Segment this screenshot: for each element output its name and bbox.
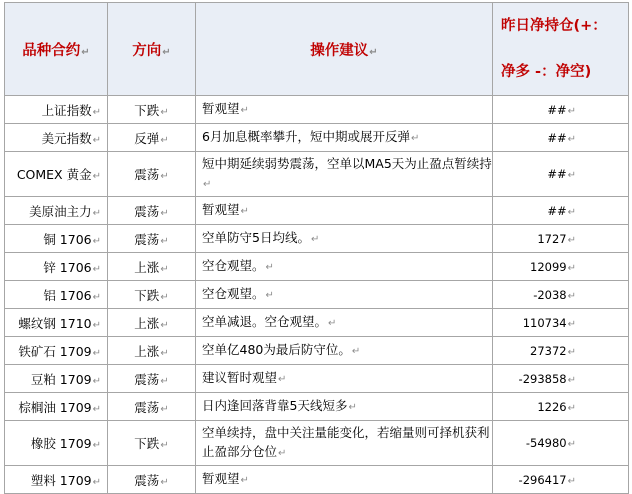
cell-advice: 空单防守5日均线。↵ [196, 225, 493, 253]
cell-direction: 上涨↵ [108, 253, 196, 281]
table-row [5, 337, 629, 365]
header-direction: 方向↵ [108, 3, 196, 96]
cell-direction: 上涨↵ [108, 309, 196, 337]
header-position-line1: 昨日净持仓(+： [501, 18, 607, 34]
cell-name: 锌 1706↵ [5, 253, 108, 281]
cell-advice: 空单减退。空仓观望。↵ [196, 309, 493, 337]
cell-advice: 空仓观望。↵ [196, 281, 493, 309]
table-row [5, 393, 629, 421]
cell-direction: 下跌↵ [108, 421, 196, 466]
table-row [5, 365, 629, 393]
cell-advice: 空单续持，盘中关注量能变化，若缩量则可择机获利止盈部分仓位↵ [196, 421, 493, 466]
cell-position: -54980↵ [493, 421, 629, 466]
cell-position: -2038↵ [493, 281, 629, 309]
cell-position: -296417↵ [493, 466, 629, 494]
header-advice: 操作建议↵ [196, 3, 493, 96]
cell-name: 豆粕 1709↵ [5, 365, 108, 393]
cell-name: 上证指数↵ [5, 96, 108, 124]
cell-direction: 震荡↵ [108, 393, 196, 421]
cell-name: 美原油主力↵ [5, 197, 108, 225]
cell-name: 铜 1706↵ [5, 225, 108, 253]
cell-advice: 6月加息概率攀升，短中期或展开反弹↵ [196, 124, 493, 152]
cell-position: 27372↵ [493, 337, 629, 365]
cell-name: 铝 1706↵ [5, 281, 108, 309]
cell-name: 螺纹钢 1710↵ [5, 309, 108, 337]
cell-name: 塑料 1709↵ [5, 466, 108, 494]
cell-advice: 空仓观望。↵ [196, 253, 493, 281]
cell-direction: 震荡↵ [108, 225, 196, 253]
cell-direction: 震荡↵ [108, 197, 196, 225]
table-row [5, 96, 629, 124]
table-row [5, 253, 629, 281]
cell-name: 棕榈油 1709↵ [5, 393, 108, 421]
table-row [5, 421, 629, 466]
cell-position: 12099↵ [493, 253, 629, 281]
cell-direction: 震荡↵ [108, 466, 196, 494]
cell-position: ##↵ [493, 152, 629, 197]
cell-advice: 暂观望↵ [196, 197, 493, 225]
cell-name: COMEX 黄金↵ [5, 152, 108, 197]
cell-advice: 暂观望↵ [196, 96, 493, 124]
table-row [5, 309, 629, 337]
cell-advice: 短中期延续弱势震荡，空单以MA5天为止盈点暂续持↵ [196, 152, 493, 197]
cell-position: 110734↵ [493, 309, 629, 337]
cell-position: 1727↵ [493, 225, 629, 253]
cell-name: 铁矿石 1709↵ [5, 337, 108, 365]
table-row [5, 225, 629, 253]
cell-advice: 空单亿480为最后防守位。↵ [196, 337, 493, 365]
cell-direction: 震荡↵ [108, 365, 196, 393]
cell-direction: 反弹↵ [108, 124, 196, 152]
header-name: 品种合约↵ [5, 3, 108, 96]
cell-position: ##↵ [493, 124, 629, 152]
cell-advice: 日内逢回落背靠5天线短多↵ [196, 393, 493, 421]
cell-advice: 暂观望↵ [196, 466, 493, 494]
cell-direction: 下跌↵ [108, 281, 196, 309]
cell-direction: 下跌↵ [108, 96, 196, 124]
table-row [5, 152, 629, 197]
table-header-row [5, 3, 629, 96]
cell-direction: 震荡↵ [108, 152, 196, 197]
table-row [5, 466, 629, 494]
trading-advice-table [4, 2, 629, 494]
header-position [493, 3, 629, 96]
cell-position: ##↵ [493, 96, 629, 124]
table-row [5, 124, 629, 152]
cell-position: 1226↵ [493, 393, 629, 421]
header-position-line2: 净多 -：净空) [501, 64, 592, 80]
cell-position: ##↵ [493, 197, 629, 225]
table-row [5, 197, 629, 225]
cell-name: 橡胶 1709↵ [5, 421, 108, 466]
cell-advice: 建议暂时观望↵ [196, 365, 493, 393]
table-row [5, 281, 629, 309]
cell-name: 美元指数↵ [5, 124, 108, 152]
cell-direction: 上涨↵ [108, 337, 196, 365]
cell-position: -293858↵ [493, 365, 629, 393]
